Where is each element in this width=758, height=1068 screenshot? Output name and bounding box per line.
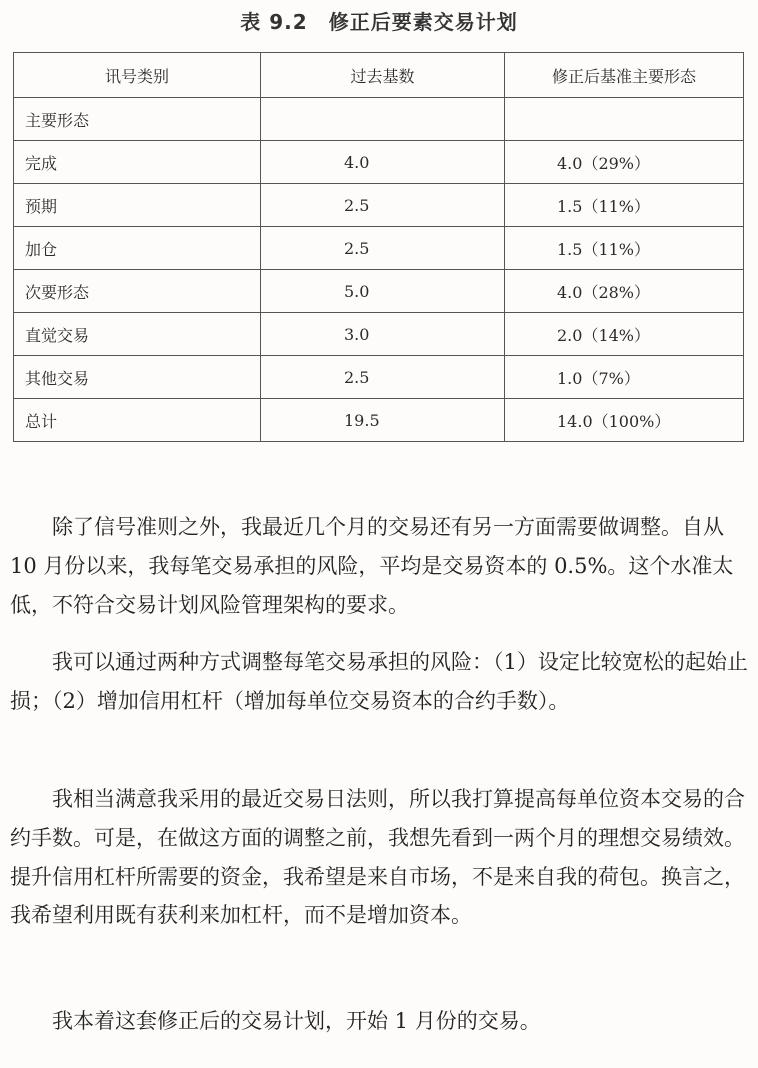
trade-plan-table (13, 52, 744, 442)
cell-signal-type: 其他交易 (14, 356, 261, 399)
table-header-row (14, 53, 744, 98)
cell-revised-base (505, 98, 744, 141)
body-paragraph: 我相当满意我采用的最近交易日法则，所以我打算提高每单位资本交易的合约手数。可是，在做这方面的调整之前，我想先看到一两个月的理想交易绩效。提升信用杠杆所需要的资金，我希望是来自市场，不是来自我的荷包。换言之，我希望利用既有获利来加杠杆，而不是增加资本。 (10, 787, 745, 928)
cell-revised-base: 4.0（28%） (505, 270, 744, 313)
cell-revised-base: 2.0（14%） (505, 313, 744, 356)
cell-signal-type: 主要形态 (14, 98, 261, 141)
body-paragraph: 我本着这套修正后的交易计划，开始 1 月份的交易。 (52, 1009, 541, 1033)
table-row (14, 141, 744, 184)
cell-past-base: 2.5 (261, 227, 505, 270)
body-paragraph: 除了信号准则之外，我最近几个月的交易还有另一方面需要做调整。自从 10 月份以来，我每笔交易承担的风险，平均是交易资本的 0.5%。这个水准太低，不符合交易计划风险管理架构的要求。 (10, 515, 734, 617)
table-caption: 表 9.2 修正后要素交易计划 (240, 10, 518, 34)
column-header-past-base: 过去基数 (261, 53, 505, 98)
table-row (14, 184, 744, 227)
cell-past-base: 2.5 (261, 356, 505, 399)
cell-revised-base: 4.0（29%） (505, 141, 744, 184)
table-row (14, 399, 744, 442)
cell-signal-type: 预期 (14, 184, 261, 227)
cell-signal-type: 直觉交易 (14, 313, 261, 356)
body-paragraph: 我可以通过两种方式调整每笔交易承担的风险：（1）设定比较宽松的起始止损；（2）增加信用杠杆（增加每单位交易资本的合约手数）。 (10, 650, 748, 713)
cell-past-base (261, 98, 505, 141)
table-row (14, 227, 744, 270)
cell-revised-base: 14.0（100%） (505, 399, 744, 442)
table-row (14, 356, 744, 399)
table-row (14, 270, 744, 313)
cell-revised-base: 1.5（11%） (505, 184, 744, 227)
cell-signal-type: 次要形态 (14, 270, 261, 313)
column-header-revised-base: 修正后基准主要形态 (505, 53, 744, 98)
cell-signal-type: 完成 (14, 141, 261, 184)
cell-past-base: 2.5 (261, 184, 505, 227)
cell-past-base: 19.5 (261, 399, 505, 442)
table-row (14, 98, 744, 141)
cell-revised-base: 1.0（7%） (505, 356, 744, 399)
cell-signal-type: 总计 (14, 399, 261, 442)
cell-signal-type: 加仓 (14, 227, 261, 270)
cell-past-base: 5.0 (261, 270, 505, 313)
table-row (14, 313, 744, 356)
cell-revised-base: 1.5（11%） (505, 227, 744, 270)
column-header-signal-type: 讯号类别 (14, 53, 261, 98)
cell-past-base: 3.0 (261, 313, 505, 356)
cell-past-base: 4.0 (261, 141, 505, 184)
